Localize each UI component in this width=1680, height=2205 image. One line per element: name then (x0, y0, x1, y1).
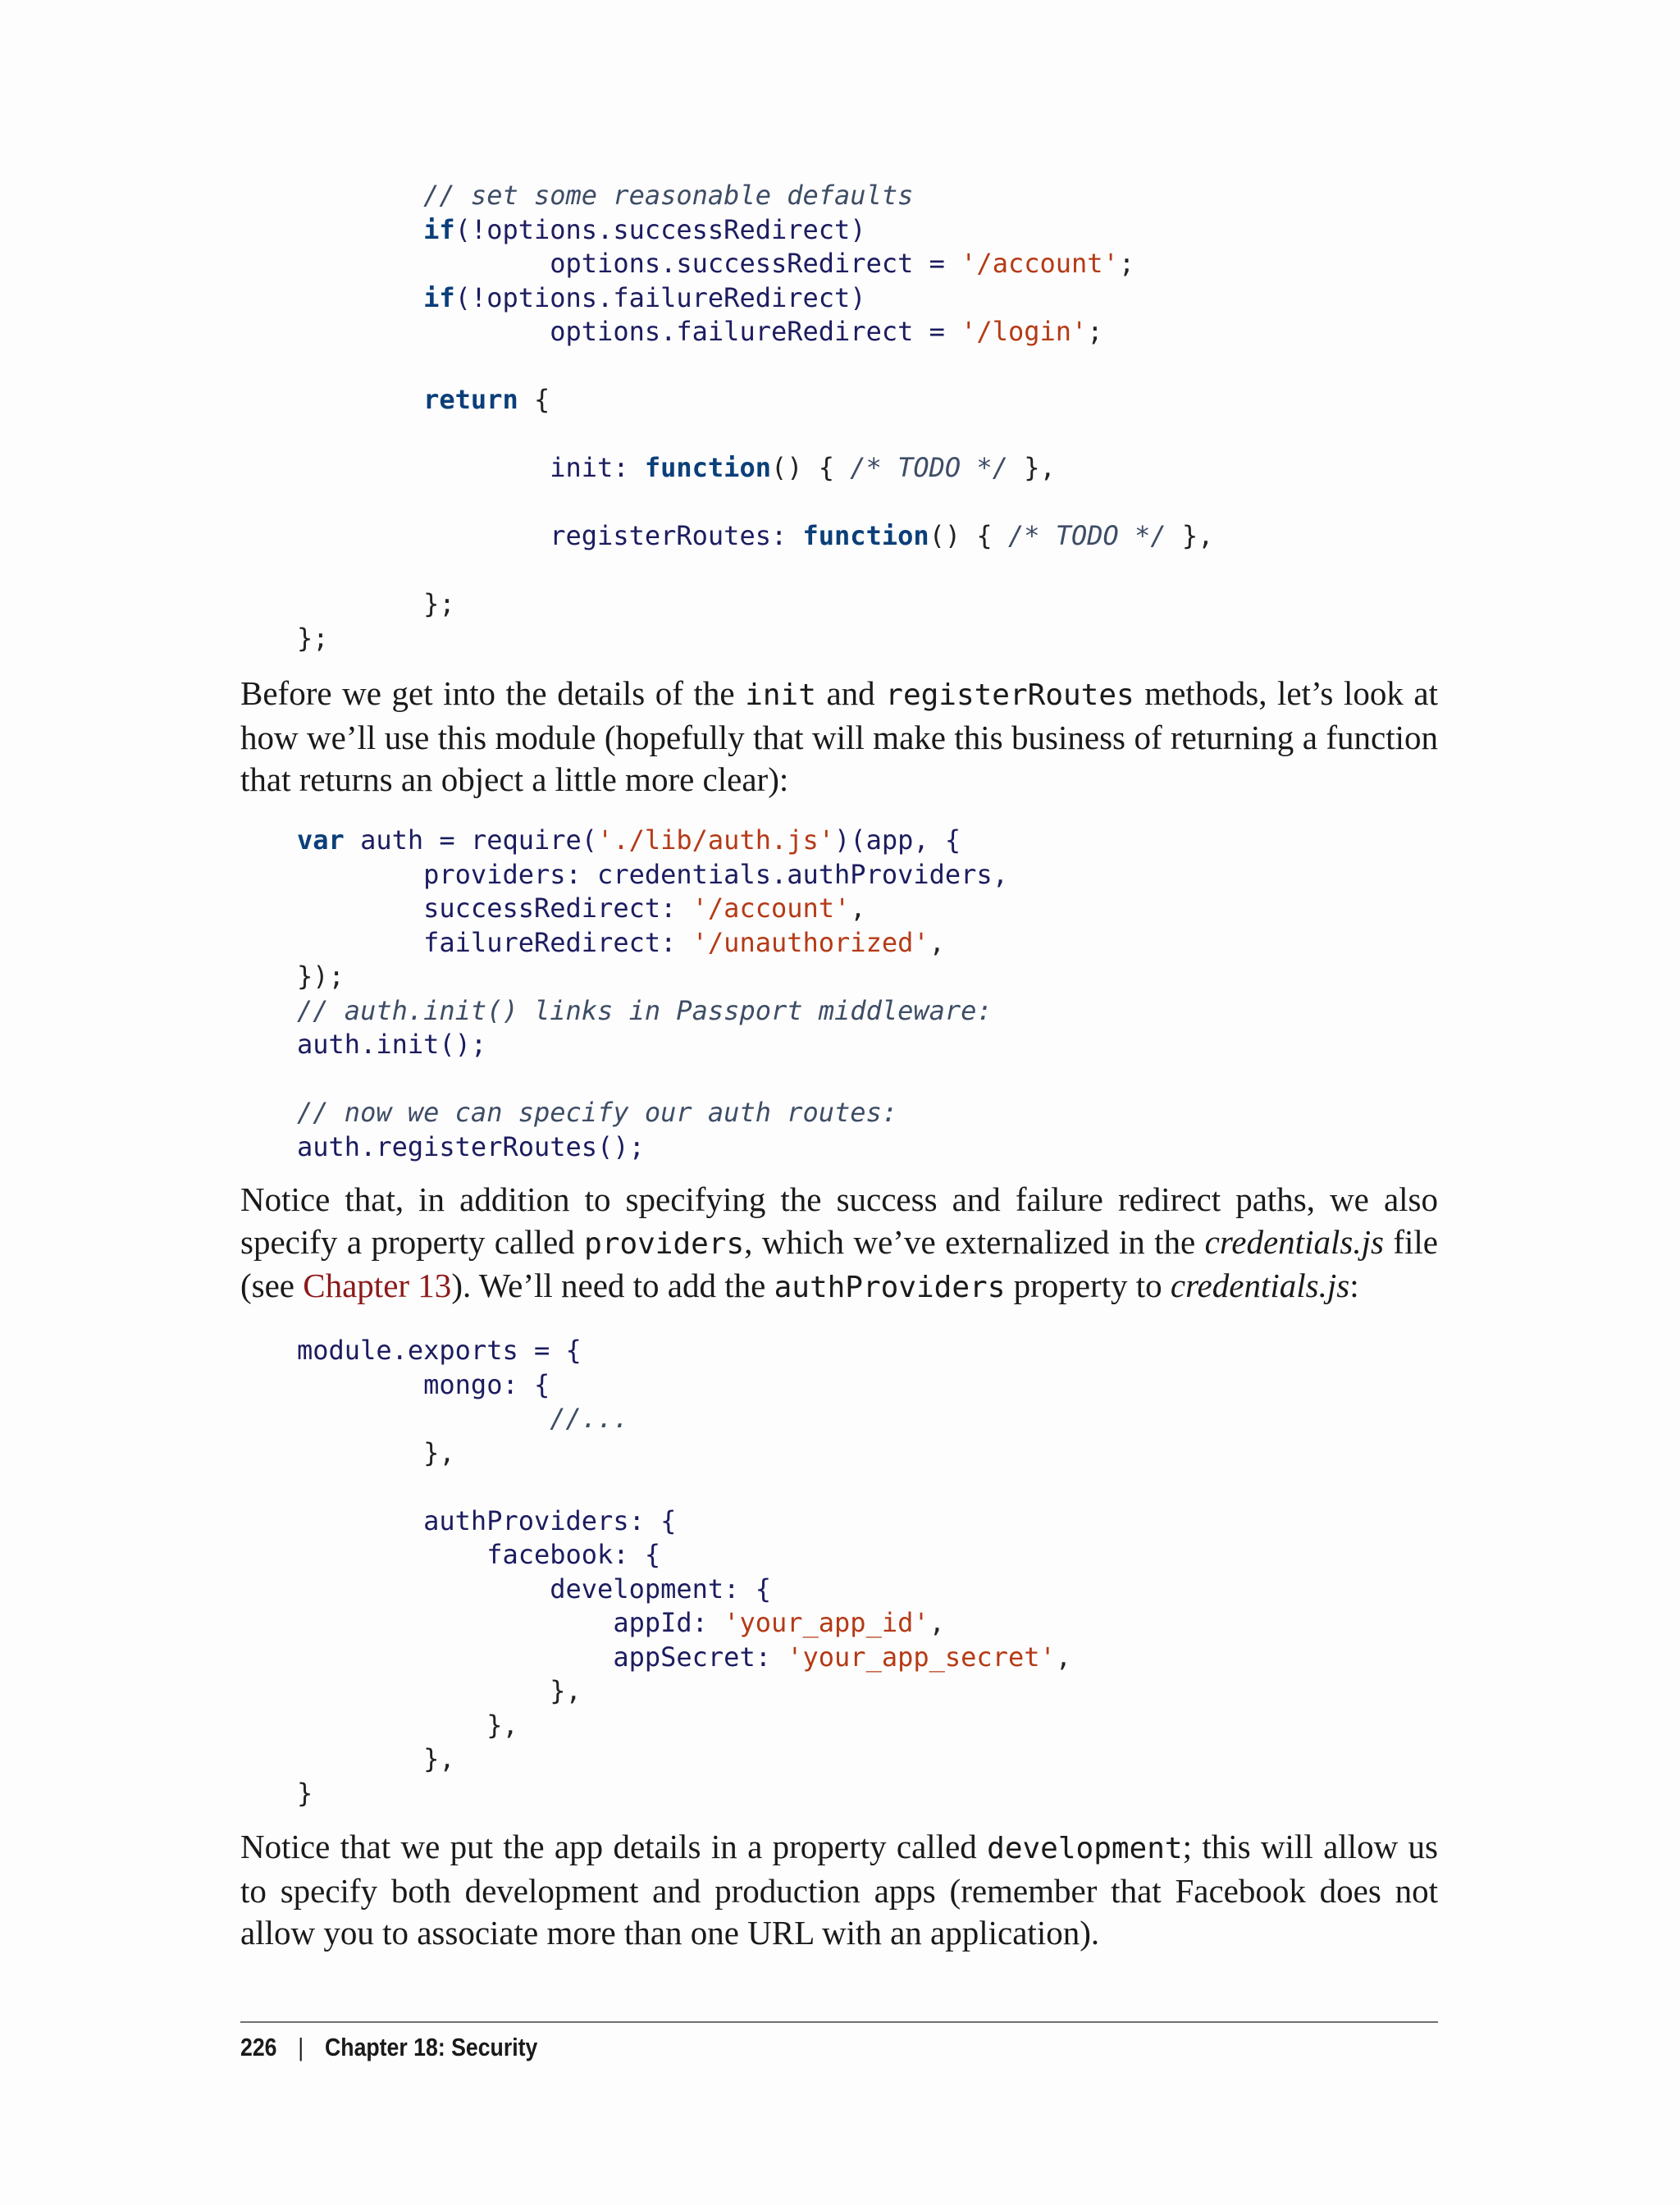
code-line (297, 349, 1213, 384)
code-token: /* TODO */ (850, 452, 1008, 483)
code-line (297, 1130, 1008, 1165)
code-line (297, 315, 1213, 349)
code-token: (!options.failureRedirect) (454, 281, 866, 313)
code-token: }; (297, 622, 329, 654)
code-token (297, 180, 423, 211)
footer-divider (240, 2021, 1438, 2023)
code-token: 'your_app_id' (724, 1607, 929, 1638)
code-token: facebook: { (297, 1539, 661, 1570)
paragraph-text: file (see (240, 1222, 1438, 1304)
code-token: registerRoutes: (297, 520, 803, 551)
code-token: function (644, 452, 771, 483)
paragraph-text: , which we’ve externalized in the (744, 1222, 1205, 1261)
code-line (297, 519, 1213, 554)
code-token: return (423, 384, 518, 415)
code-token: if (423, 281, 455, 313)
code-line (297, 1504, 1071, 1539)
code-token: init: (297, 452, 645, 483)
code-token (297, 282, 423, 313)
code-token: authProviders: { (297, 1504, 677, 1536)
code-token: 'your_app_secret' (787, 1641, 1056, 1673)
code-token: mongo: { (297, 1368, 550, 1400)
paragraph-text: property to (1005, 1267, 1171, 1304)
code-token: , (929, 1607, 945, 1638)
code-token: '/account' (961, 248, 1119, 279)
code-token: }, (297, 1675, 582, 1706)
code-token: (!options.successRedirect) (454, 213, 866, 245)
filename-credentials: credentials.js (1170, 1267, 1350, 1304)
code-token: successRedirect: (297, 892, 692, 924)
chapter-title: Chapter 18: Security (325, 2033, 538, 2061)
code-line (297, 383, 1213, 418)
code-line (297, 1334, 1071, 1368)
code-line (297, 1368, 1071, 1403)
code-line (297, 622, 1213, 656)
code-line (297, 1436, 1071, 1471)
code-line (297, 554, 1213, 588)
code-token: ; (1087, 316, 1103, 347)
code-token: }, (297, 1743, 455, 1774)
paragraph-text: methods, let’s look at how we’ll use this module (hopefully that will make this business of returning a function that returns an object a little more clear): (240, 674, 1438, 798)
code-line (297, 1402, 1071, 1436)
code-token: './lib/auth.js' (597, 824, 835, 856)
code-token: }, (1007, 452, 1056, 483)
code-token: // auth.init() links in Passport middleware: (297, 994, 993, 1026)
code-block-auth-defaults (297, 179, 1213, 655)
page-footer (240, 2033, 537, 2062)
code-token: // set some reasonable defaults (423, 180, 914, 211)
code-line (297, 1096, 1008, 1130)
code-token: var (297, 824, 345, 856)
paragraph-text: Notice that we put the app details in a property called (240, 1828, 988, 1865)
code-token: development: { (297, 1573, 771, 1605)
code-block-credentials (297, 1334, 1071, 1810)
code-token: }; (297, 588, 455, 619)
code-token: ; (1118, 248, 1135, 279)
code-line (297, 960, 1008, 994)
code-line (297, 281, 1213, 316)
code-token: }); (297, 961, 345, 992)
filename-credentials: credentials.js (1204, 1222, 1384, 1261)
code-line (297, 926, 1008, 961)
code-token: if (423, 213, 455, 245)
code-line (297, 587, 1213, 622)
code-line (297, 1538, 1071, 1573)
code-token: { (518, 384, 550, 415)
code-line (297, 824, 1008, 858)
code-token: }, (1166, 520, 1214, 551)
paragraph-providers (240, 1179, 1438, 1309)
inline-code-providers: providers (584, 1226, 745, 1261)
code-line (297, 247, 1213, 281)
paragraph-text: and (815, 674, 886, 712)
code-token: auth = require( (344, 824, 598, 856)
code-token: auth.registerRoutes(); (297, 1130, 645, 1162)
code-token: () { (770, 452, 851, 483)
code-token (297, 1403, 550, 1434)
chapter-13-link[interactable]: Chapter 13 (303, 1267, 452, 1304)
paragraph-text: ; this will allow us to specify both development and production apps (remember that Facebook does not allow you to associate more than one URL with an application). (240, 1828, 1438, 1952)
page-number: 226 (240, 2033, 277, 2061)
code-token: '/account' (692, 892, 851, 924)
code-token: options.successRedirect = (297, 248, 961, 279)
paragraph-development (240, 1826, 1438, 1955)
code-token: // now we can specify our auth routes: (297, 1097, 898, 1128)
code-line (297, 418, 1213, 452)
code-token: /* TODO */ (1007, 520, 1166, 551)
code-token: , (929, 926, 945, 958)
code-token: () { (929, 520, 1008, 551)
code-line (297, 1742, 1071, 1777)
code-line (297, 1028, 1008, 1062)
code-block-auth-usage (297, 824, 1008, 1164)
paragraph-text: ). We’ll need to add the (451, 1267, 774, 1304)
code-line (297, 892, 1008, 926)
code-token: }, (297, 1709, 518, 1741)
code-token: appId: (297, 1607, 724, 1638)
code-token: '/login' (961, 316, 1088, 347)
code-token: , (1055, 1641, 1072, 1673)
code-line (297, 213, 1213, 248)
paragraph-text: : (1349, 1267, 1359, 1304)
inline-code-authproviders: authProviders (774, 1271, 1006, 1304)
footer-separator: | (298, 2033, 304, 2061)
inline-code-development: development (987, 1832, 1183, 1865)
code-line (297, 1777, 1071, 1811)
code-line (297, 451, 1213, 486)
code-token: failureRedirect: (297, 926, 692, 958)
code-line (297, 858, 1008, 892)
code-token: }, (297, 1436, 455, 1468)
paragraph-text: Notice that, in addition to specifying the success and failure redirect paths, we also specify a property called (240, 1180, 1438, 1261)
paragraph-init-register-routes (240, 673, 1438, 801)
code-token: , (850, 892, 866, 924)
code-line (297, 1674, 1071, 1709)
code-token: auth.init(); (297, 1029, 487, 1060)
paragraph-text: Before we get into the details of the (240, 674, 746, 712)
code-line (297, 1470, 1071, 1504)
code-line (297, 1641, 1071, 1675)
code-line (297, 1709, 1071, 1743)
code-line (297, 179, 1213, 213)
code-line (297, 486, 1213, 520)
code-token: providers: credentials.authProviders, (297, 858, 1008, 890)
code-token: } (297, 1777, 313, 1809)
code-token: module.exports = { (297, 1335, 582, 1366)
code-token (297, 384, 423, 415)
code-line (297, 1573, 1071, 1607)
code-token: appSecret: (297, 1641, 788, 1673)
code-token: )(app, { (834, 824, 961, 856)
code-line (297, 994, 1008, 1029)
code-line (297, 1062, 1008, 1097)
code-line (297, 1606, 1071, 1641)
code-token (297, 214, 423, 245)
inline-code-init: init (745, 678, 816, 712)
inline-code-registerroutes: registerRoutes (885, 678, 1134, 712)
code-token: options.failureRedirect = (297, 316, 961, 347)
code-token: '/unauthorized' (692, 926, 929, 958)
code-token: //... (550, 1403, 629, 1434)
code-token: function (802, 520, 929, 551)
